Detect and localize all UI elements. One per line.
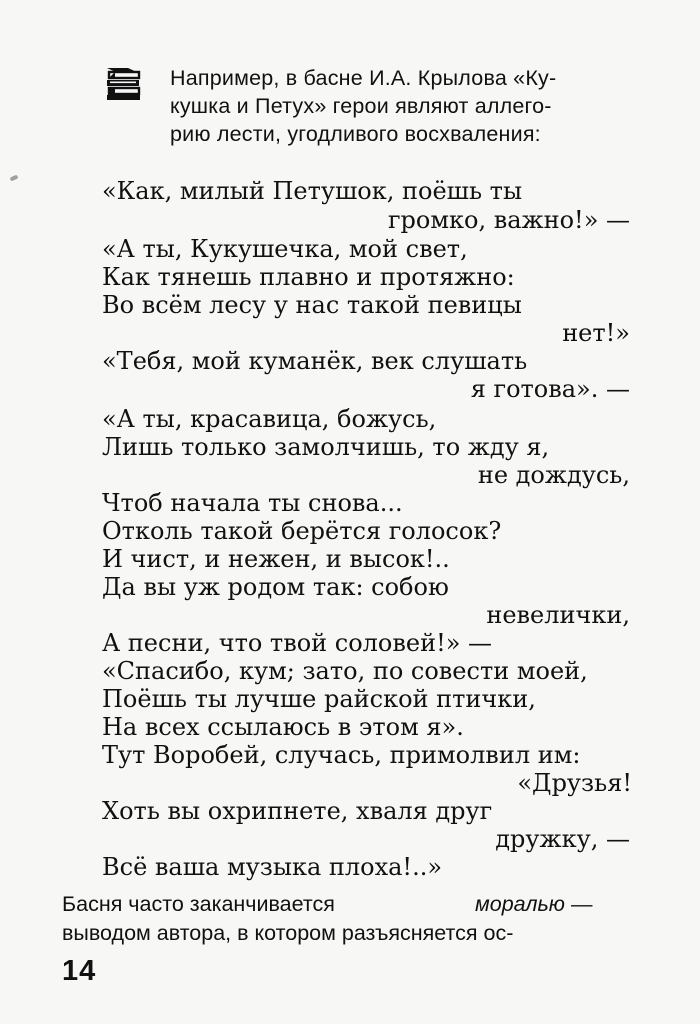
print-speck — [10, 174, 19, 181]
intro-line: кушка и Петух» герои являют аллего- — [170, 94, 552, 118]
poem-line: дружку, — — [495, 825, 630, 853]
poem-line: громко, важно!» — — [387, 206, 630, 234]
poem-line: нет!» — [562, 319, 630, 347]
page-number: 14 — [62, 955, 97, 987]
poem-line: Тут Воробей, случась, примолвил им: — [102, 741, 581, 769]
poem-line: не дождусь, — [477, 461, 630, 489]
intro-line: Например, в басне И.А. Крылова «Ку- — [170, 66, 557, 90]
poem-line: А песни, что твой соловей!» — — [102, 629, 493, 657]
poem-line: «А ты, Кукушечка, мой свет, — [102, 235, 468, 263]
poem-line: Чтоб начала ты снова... — [102, 489, 403, 517]
poem-line: «А ты, красавица, божусь, — [102, 405, 437, 433]
poem-line: Всё ваша музыка плоха!..» — [102, 853, 443, 881]
poem-line: Да вы уж родом так: собою — [102, 573, 449, 601]
paragraph-line: выводом автора, в котором разъясняется ос- — [62, 921, 514, 945]
term-morality: моралью — [475, 892, 565, 916]
poem-line: И чист, и нежен, и высок!.. — [102, 545, 450, 573]
intro-line: рию лести, угодливого восхваления: — [170, 122, 541, 146]
poem-line: «Как, милый Петушок, поёшь ты — [102, 177, 523, 205]
poem-line: «Друзья! — [517, 769, 632, 797]
poem-line: Отколь такой берётся голосок? — [102, 517, 502, 545]
poem-line: Лишь только замолчишь, то жду я, — [102, 433, 550, 461]
books-icon — [104, 62, 144, 102]
poem-line: «Спасибо, кум; зато, по совести моей, — [102, 657, 588, 685]
poem-line: Во всём лесу у нас такой певицы — [102, 291, 522, 319]
paragraph-text: Басня часто заканчивается — [62, 892, 335, 916]
poem-line: Поёшь ты лучше райской птички, — [102, 685, 536, 713]
paragraph-line — [62, 889, 634, 919]
poem-line: Как тянешь плавно и протяжно: — [102, 263, 515, 291]
poem-line: На всех ссылаюсь в этом я». — [102, 713, 464, 741]
poem-line: Хоть вы охрипнете, хваля друг — [102, 797, 493, 825]
poem-line: «Тебя, мой куманёк, век слушать — [102, 347, 528, 375]
paragraph-dash: — — [570, 892, 593, 916]
poem-line: невелички, — [486, 601, 630, 629]
poem-line: я готова». — — [470, 375, 630, 403]
